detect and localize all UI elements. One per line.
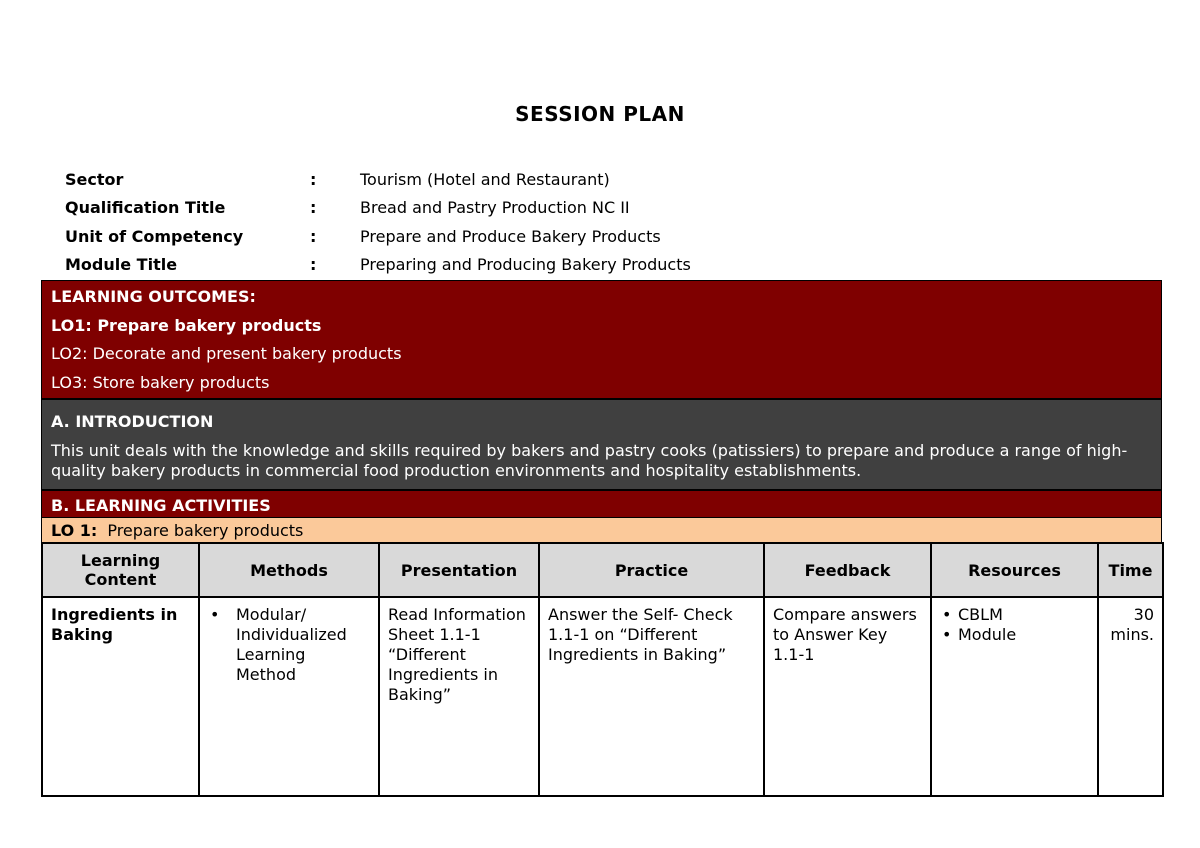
cell-resources [931, 597, 1098, 796]
lo1-bar [41, 517, 1162, 543]
meta-row-sector [65, 165, 691, 194]
list-item: • Module [940, 625, 1089, 645]
list-item: • CBLM [940, 605, 1089, 625]
meta-row-qualification [65, 194, 691, 223]
learning-activities-table [41, 542, 1164, 797]
methods-list [208, 605, 370, 685]
cell-feedback: Compare answers to Answer Key 1.1-1 [764, 597, 931, 796]
lo3-text: LO3: Store bakery products [51, 372, 270, 392]
meta-row-module [65, 251, 691, 280]
session-meta [65, 165, 691, 279]
meta-colon: : [310, 198, 317, 218]
meta-colon: : [310, 226, 317, 246]
meta-value: Tourism (Hotel and Restaurant) [360, 169, 610, 189]
header-time: Time [1098, 543, 1163, 597]
meta-label: Qualification Title [65, 198, 226, 218]
learning-outcomes-box [41, 280, 1162, 399]
header-resources: Resources [931, 543, 1098, 597]
meta-value: Prepare and Produce Bakery Products [360, 226, 661, 246]
header-feedback: Feedback [764, 543, 931, 597]
lo2-text: LO2: Decorate and present bakery products [51, 344, 402, 363]
meta-colon: : [310, 255, 317, 275]
lo1-text: LO1: Prepare bakery products [51, 315, 322, 335]
introduction-heading: A. INTRODUCTION [51, 412, 214, 431]
header-learning-content: Learning Content [42, 543, 199, 597]
introduction-text: This unit deals with the knowledge and skills required by bakers and pastry cooks (patissiers) to prepare and produce a range of high-quality bakery products in commercial food production environments and hospitality establishments. [51, 441, 1128, 480]
learning-activities-heading: B. LEARNING ACTIVITIES [41, 490, 1162, 518]
lo1-title: Prepare bakery products [107, 521, 304, 540]
cell-methods [199, 597, 379, 796]
meta-value: Bread and Pastry Production NC II [360, 198, 630, 218]
cell-presentation: Read Information Sheet 1.1-1 “Different Ingredients in Baking” [379, 597, 539, 796]
cell-time: 30 mins. [1098, 597, 1163, 796]
meta-label: Unit of Competency [65, 226, 244, 246]
learning-outcomes-heading: LEARNING OUTCOMES: [51, 287, 256, 306]
meta-label: Module Title [65, 255, 178, 275]
meta-colon: : [310, 169, 317, 189]
meta-value: Preparing and Producing Bakery Products [360, 255, 691, 275]
table-row [42, 597, 1163, 796]
table-header-row [42, 543, 1163, 597]
lo1-label: LO 1: [51, 521, 98, 540]
introduction-box [41, 399, 1162, 490]
cell-learning-content: Ingredients in Baking [42, 597, 199, 796]
header-presentation: Presentation [379, 543, 539, 597]
resources-list [940, 605, 1089, 645]
meta-label: Sector [65, 169, 124, 189]
meta-row-unit [65, 222, 691, 251]
cell-practice: Answer the Self- Check 1.1-1 on “Different Ingredients in Baking” [539, 597, 764, 796]
page-title: SESSION PLAN [515, 102, 685, 126]
list-item: • Modular/ Individualized Learning Method [208, 605, 370, 685]
header-practice: Practice [539, 543, 764, 597]
header-methods: Methods [199, 543, 379, 597]
